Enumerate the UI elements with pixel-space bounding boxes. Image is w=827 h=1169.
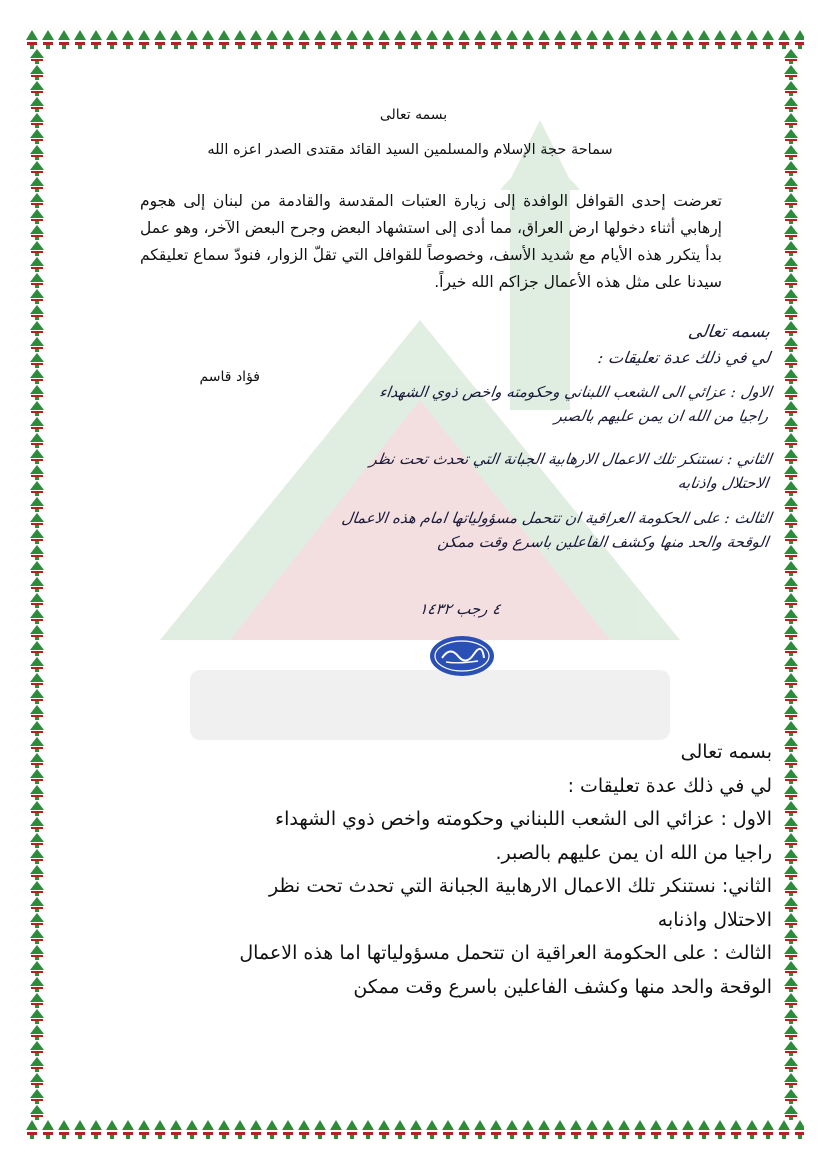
handwritten-third: الثالث : على الحكومة العراقية ان تتحمل مسؤولياتها امام هذه الاعمال الوقحة والحد منها وكشف الفاعلين باسرع وقت ممكن [340,509,773,551]
typed-line-third-b: الوقحة والحد منها وكشف الفاعلين باسرع وقت ممكن [353,975,772,998]
handwritten-intro: لي في ذلك عدة تعليقات : [596,348,772,367]
letter-basmala: بسمه تعالى [379,107,448,123]
letter-sender: فؤاد قاسم [199,369,260,385]
letter-question: تعرضت إحدى القوافل الوافدة إلى زيارة العتبات المقدسة والقادمة من لبنان إلى هجوم إرهابي أثناء دخولها ارض العراق، مما أدى إلى استشهاد البعض وجرح البعض الآخر، وهو عمل بدأ يتكرر هذه الأيام مع شديد الأسف، وخصوصاً للقوافل التي تقلّ الزوار، فنودّ سماع تعليقكم سيدنا على مثل هذه الأعمال جزاكم الله خيراً. [139,192,722,291]
border-top-icon [24,28,804,50]
handwritten-first: الاول : عزائي الى الشعب اللبناني وحكومته واخص ذوي الشهداء راجيا من الله ان يمن عليهم بالصبر [378,383,773,425]
handwritten-second: الثاني : نستنكر تلك الاعمال الارهابية الجبانة التي تحدث تحت نظر الاحتلال واذنابه [368,450,773,492]
handwritten-basmala: بسمه تعالى [686,322,772,342]
office-seal-icon [428,634,496,678]
handwritten-date: ٤ رجب ١٤٣٢ [418,600,502,618]
typed-line-intro: لي في ذلك عدة تعليقات : [567,774,772,797]
typed-line-basmala: بسمه تعالى [680,741,772,763]
border-bottom-icon [24,1118,804,1140]
typed-line-second-a: الثاني: نستنكر تلك الاعمال الارهابية الجبانة التي تحدث تحت نظر [268,875,772,897]
letter-addressee: سماحة حجة الإسلام والمسلمين السيد القائد مقتدى الصدر اعزه الله [207,142,613,158]
border-left-icon [26,48,48,1120]
typed-line-first-a: الاول : عزائي الى الشعب اللبناني وحكومته واخص ذوي الشهداء [275,808,772,830]
border-right-icon [780,48,802,1120]
typed-line-second-b: الاحتلال واذنابه [657,908,772,931]
typed-line-third-a: الثالث : على الحكومة العراقية ان تتحمل مسؤولياتها اما هذه الاعمال [239,942,772,964]
typed-transcription [160,736,772,1004]
typed-line-first-b: راجيا من الله ان يمن عليهم بالصبر. [495,841,772,864]
